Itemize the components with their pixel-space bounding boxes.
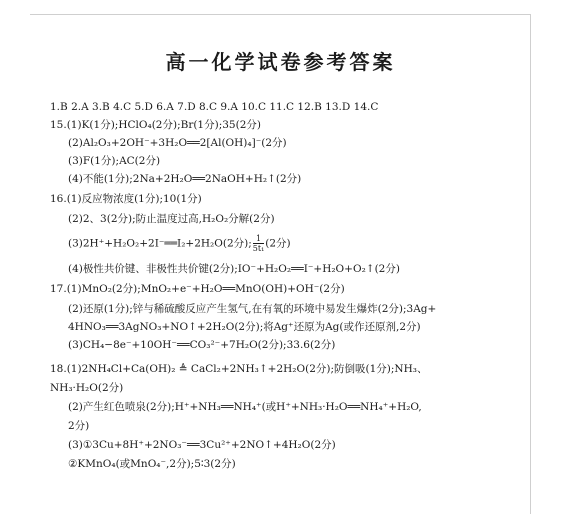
q18-line-2: NH₃·H₂O(2分) [50,382,124,394]
q18-line-5: (3)①3Cu+8H⁺+2NO₃⁻══3Cu²⁺+2NO↑+4H₂O(2分) [68,439,336,451]
q17-line-3: 4HNO₃══3AgNO₃+NO↑+2H₂O(2分);将Ag⁺还原为Ag(或作还原剂,2分) [68,321,421,333]
q16-line-4: (4)极性共价键、非极性共价键(2分);IO⁻+H₂O₂══I⁻+H₂O+O₂↑(2分) [68,263,400,275]
q15-line-1: 15.(1)K(1分);HClO₄(2分);Br(1分);35(2分) [50,119,261,131]
q16-line-2: (2)2、3(2分);防止温度过高,H₂O₂分解(2分) [68,213,275,225]
top-border [30,14,530,15]
right-border [530,14,531,514]
mc-answers: 1.B 2.A 3.B 4.C 5.D 6.A 7.D 8.C 9.A 10.C 11.C 12.B 13.D 14.C [50,101,379,113]
q16-line-3-text: (3)2H⁺+H₂O₂+2I⁻══I₂+2H₂O(2分); [68,237,252,250]
q18-line-3: (2)产生红色喷泉(2分);H⁺+NH₃══NH₄⁺(或H⁺+NH₃·H₂O══NH₄⁺+H₂O, [68,401,422,413]
q18-line-6: ②KMnO₄(或MnO₄⁻,2分);5∶3(2分) [68,458,236,470]
page-title: 高一化学试卷参考答案 [165,50,396,74]
q18-line-4: 2分) [68,420,90,432]
q15-line-4: (4)不能(1分);2Na+2H₂O══2NaOH+H₂↑(2分) [68,173,302,185]
q18-line-1: 18.(1)2NH₄Cl+Ca(OH)₂ ≜ CaCl₂+2NH₃↑+2H₂O(2分);防倒吸(1分);NH₃、 [50,363,428,375]
q16-line-3-score: (2分) [265,237,291,250]
q15-line-3: (3)F(1分);AC(2分) [68,155,161,167]
fraction-numerator: 1 [255,234,262,243]
q16-line-3 [68,234,521,253]
q16-line-1: 16.(1)反应物浓度(1分);10(1分) [50,193,202,205]
q17-line-4: (3)CH₄−8e⁻+10OH⁻══CO₃²⁻+7H₂O(2分);33.6(2分) [68,339,336,351]
fraction-denominator: 5t₁ [252,244,265,253]
q15-line-2: (2)Al₂O₃+2OH⁻+3H₂O══2[Al(OH)₄]⁻(2分) [68,137,287,149]
q17-line-1: 17.(1)MnO₂(2分);MnO₂+e⁻+H₂O══MnO(OH)+OH⁻(2分) [50,283,345,295]
fraction [253,234,265,253]
q17-line-2: (2)还原(1分);锌与稀硫酸反应产生氢气,在有氧的环境中易发生爆炸(2分);3Ag+ [68,303,437,315]
